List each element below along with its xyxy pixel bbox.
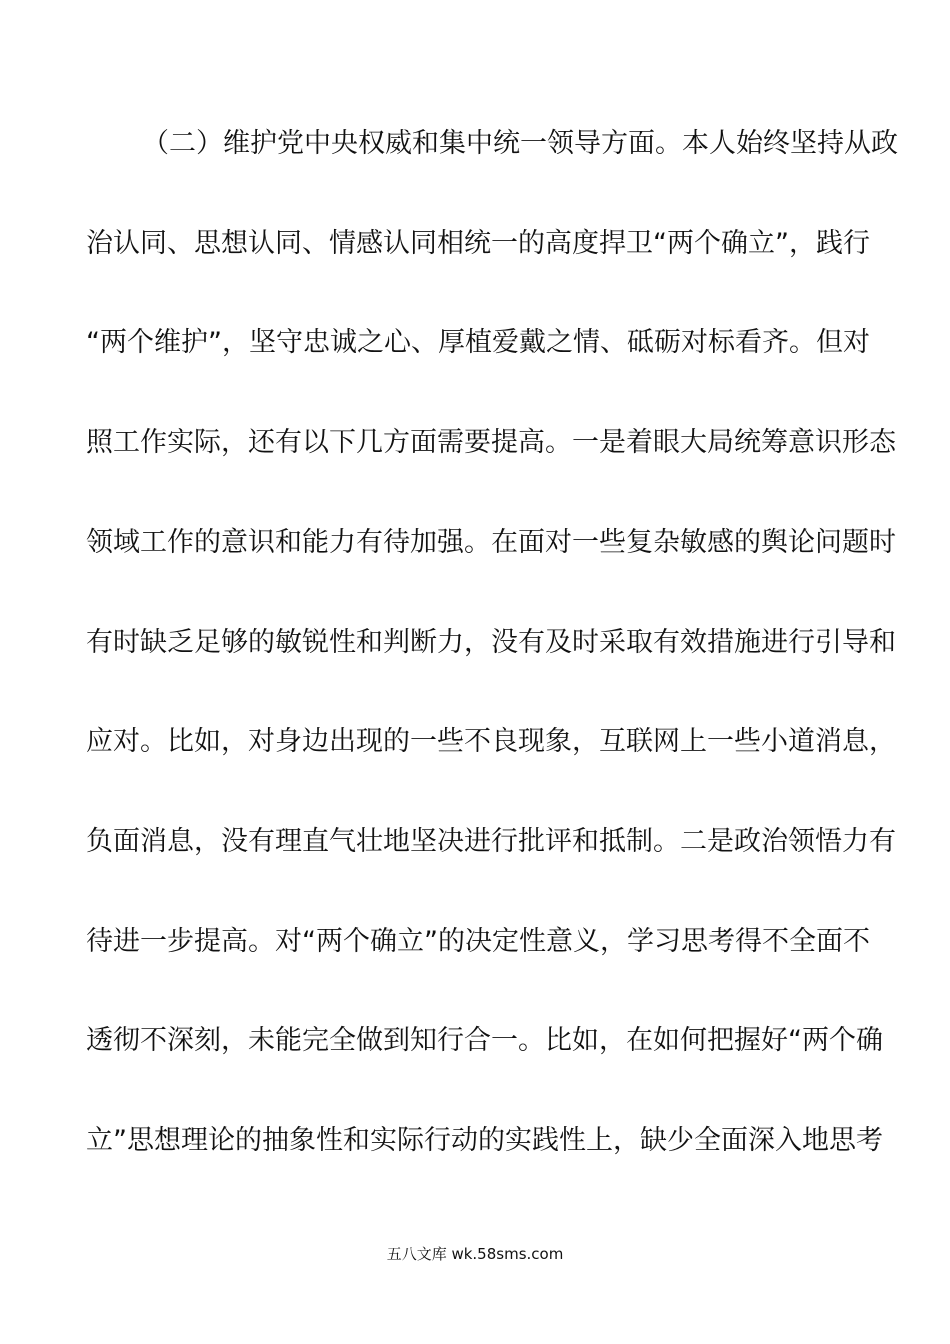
paragraph-line-2: 治认同、思想认同、情感认同相统一的高度捍卫“两个确立”，践行 xyxy=(86,228,870,259)
paragraph-line-7: 应对。比如，对身边出现的一些不良现象，互联网上一些小道消息， xyxy=(86,726,896,757)
paragraph-line-10: 透彻不深刻，未能完全做到知行合一。比如，在如何把握好“两个确 xyxy=(86,1025,883,1056)
paragraph-line-9: 待进一步提高。对“两个确立”的决定性意义，学习思考得不全面不 xyxy=(86,926,870,957)
page-footer-source: 五八文库 wk.58sms.com xyxy=(386,1245,564,1263)
paragraph-line-6: 有时缺乏足够的敏锐性和判断力，没有及时采取有效措施进行引导和 xyxy=(86,627,896,658)
paragraph-line-4: 照工作实际，还有以下几方面需要提高。一是着眼大局统筹意识形态 xyxy=(86,427,896,458)
paragraph-line-1: （二）维护党中央权威和集中统一领导方面。本人始终坚持从政 xyxy=(142,128,898,159)
paragraph-line-5: 领域工作的意识和能力有待加强。在面对一些复杂敏感的舆论问题时 xyxy=(86,527,896,558)
paragraph-line-11: 立”思想理论的抽象性和实际行动的实践性上，缺少全面深入地思考 xyxy=(86,1125,883,1156)
paragraph-line-8: 负面消息，没有理直气壮地坚决进行批评和抵制。二是政治领悟力有 xyxy=(86,826,896,857)
paragraph-line-3: “两个维护”，坚守忠诚之心、厚植爱戴之情、砥砺对标看齐。但对 xyxy=(86,327,870,358)
